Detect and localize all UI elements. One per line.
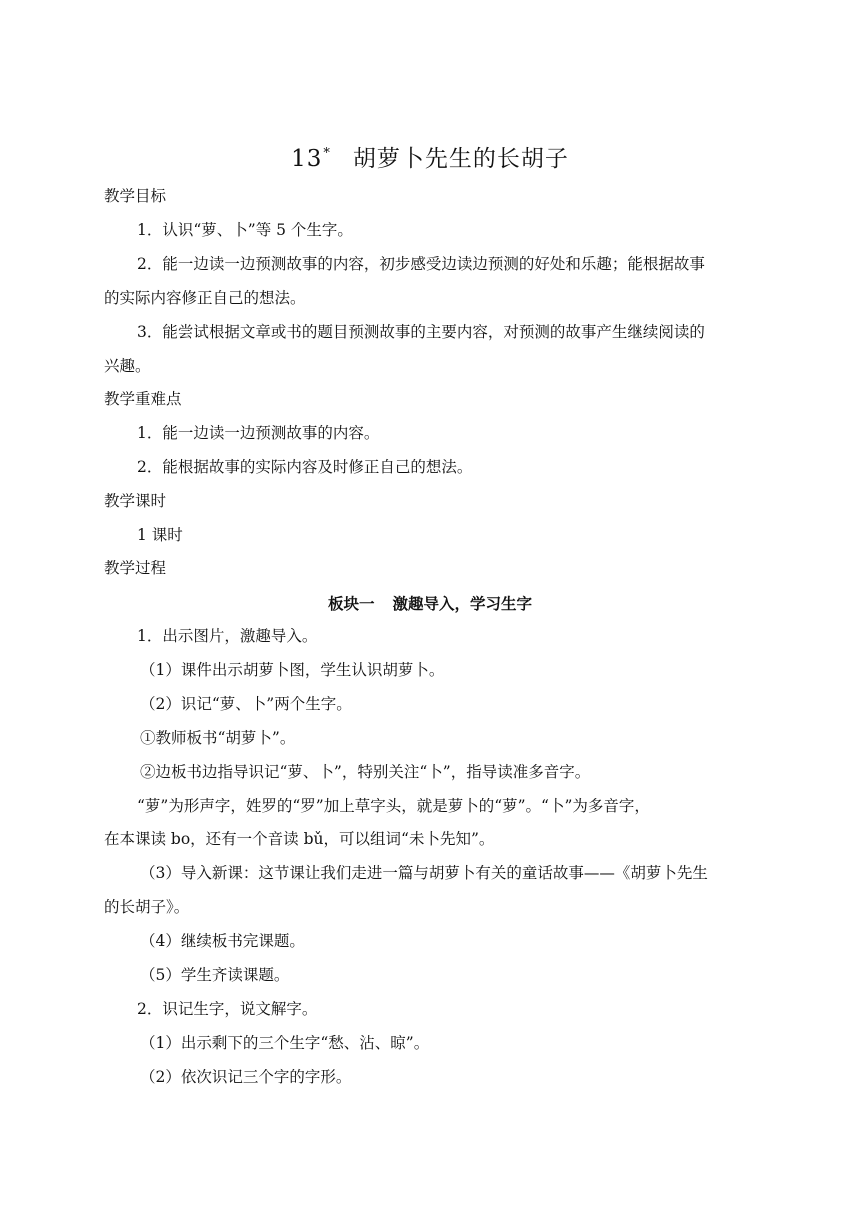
process-line: （3）导入新课：这节课让我们走进一篇与胡萝卜有关的童话故事——《胡萝卜先生 [140,864,708,882]
hours-value: 1 课时 [137,526,183,544]
process-line: （1）课件出示胡萝卜图，学生认识胡萝卜。 [140,661,445,679]
section-heading-goals: 教学目标 [104,187,167,205]
lesson-name: 胡萝卜先生的长胡子 [352,146,569,172]
process-line: （2）识记“萝、卜”两个生字。 [140,695,352,713]
block-label: 板块一 [327,594,375,613]
process-line: 在本课读 bo，还有一个音读 bǔ，可以组词“未卜先知”。 [104,830,495,848]
section-heading-key-points: 教学重难点 [104,390,182,408]
goal-line: 1．认识“萝、卜”等 5 个生字。 [137,221,353,239]
process-line: （5）学生齐读课题。 [140,966,290,984]
process-line: （2）依次识记三个字的字形。 [140,1068,352,1086]
process-line: 2．识记生字，说文解字。 [137,1000,318,1018]
process-line: ②边板书边指导识记“萝、卜”，特别关注“卜”，指导读准多音字。 [140,763,591,781]
goal-line: 3．能尝试根据文章或书的题目预测故事的主要内容，对预测的故事产生继续阅读的 [137,323,705,341]
section-heading-process: 教学过程 [104,559,167,577]
block-title: 激趣导入，学习生字 [392,594,533,613]
key-point-line: 1．能一边读一边预测故事的内容。 [137,424,380,442]
section-heading-hours: 教学课时 [104,492,167,510]
optional-lesson-mark: * [323,146,331,162]
process-line: ①教师板书“胡萝卜”。 [140,729,296,747]
process-line: 的长胡子》。 [104,898,190,916]
process-line: “萝”为形声字，姓罗的“罗”加上草字头，就是萝卜的“萝”。“卜”为多音字， [137,797,650,815]
lesson-title [0,140,860,173]
process-line: 1．出示图片，激趣导入。 [137,627,318,645]
process-line: （1）出示剩下的三个生字“愁、沾、晾”。 [140,1034,430,1052]
key-point-line: 2．能根据故事的实际内容及时修正自己的想法。 [137,458,473,476]
process-line: （4）继续板书完课题。 [140,932,305,950]
block-heading [0,592,860,614]
lesson-number: 13 [291,146,323,172]
goal-line: 兴趣。 [104,357,151,375]
goal-line: 2．能一边读一边预测故事的内容，初步感受边读边预测的好处和乐趣；能根据故事 [137,255,705,273]
goal-line: 的实际内容修正自己的想法。 [104,289,306,307]
